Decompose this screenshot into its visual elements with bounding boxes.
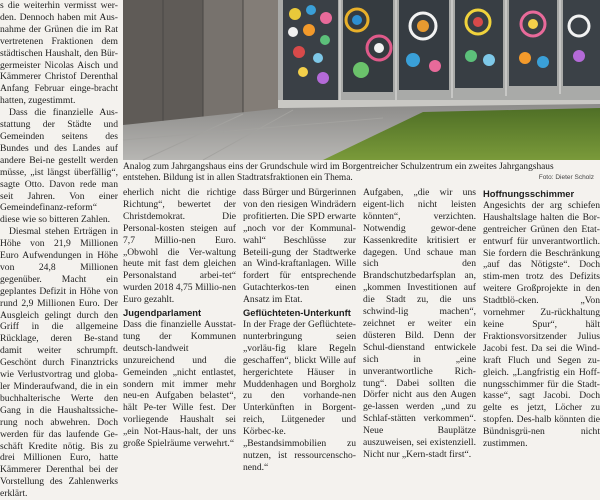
article-column-3 bbox=[243, 187, 356, 473]
subheading-jugendparlament: Jugendparlament bbox=[123, 307, 202, 319]
article-column-1 bbox=[0, 0, 118, 500]
school-building-photo bbox=[123, 0, 600, 160]
paragraph: Diesmal stehen Erträgen in Höhe von 21,9 Millionen Euro Aufwendungen in Höhe von 24,8 Millionen gegenüber. Macht ein geplantes Defizit in Höhe von rund 2,9 Millionen Euro. Der Ausgleich gelingt durch den Griff in die allgemeine Rücklage, deren Be-stand damit weiter schrumpft. Geschönt durch Finanztricks wie Verlustvortrag und globa-ler Minderaufwand, die in ein buchhalterische Werte den Gang in die Haushaltssiche-rung noch abwehren. Doch werden für das laufende Ge-schäft Kredite nötig. Bis zu drei Millionen Euro, hatte Kämmerer Derenthal bei der Vorstellung des Zahlenwerks erklärt. bbox=[0, 226, 118, 500]
paragraph: Aufgaben, „die wir uns eigent-lich nicht leisten könnten“, verzichten. Notwendig gewor-dene Kassenkredite kritisiert er dagegen. Und schaue man sich den Brandschutzbedarfsplan an, „kommen Investitionen auf die Stadt zu, die uns schwind-lig machen“, zeichnet er weiter ein düsteren Bild. Denn der Schul-dienstand entwickele sich in „eine unverantwortliche Rich-tung“. Dabei sollten die Dörfer nicht aus den Augen ge-lassen werden „und zu Schlaf-stätten verkommen“. Neue Bauplätze auszuweisen, sei existenziell. Nicht nur „Kern-stadt first“. bbox=[363, 187, 476, 460]
article-column-4 bbox=[363, 187, 476, 460]
paragraph: Dass die finanzielle Aus-stattung der Städte und Gemeinden seitens des Bundes und des Landes auf andere Bei-ne gestellt werden müsse, „ist längst überfällig“, sagte Otto. Davon rede man seit Jahren. Von einer Gemeindefinanz-reform“ diese wie so bitteren Zahlen. bbox=[0, 107, 118, 226]
paragraph: dass Bürger und Bürgerinnen von den riesigen Windrädern profitierten. Die SPD erwarte „noch vor der Kommunal-wahl“ Beschlüsse zur Beteili-gung der Stadtwerke an Wind-kraftanlagen. Wille fordert für entsprechende Gutachterkos-ten einen Ansatz im Etat. bbox=[243, 187, 356, 306]
photo-credit: Foto: Dieter Scholz bbox=[538, 174, 594, 181]
school-building-illustration bbox=[123, 0, 600, 160]
subheading-hoffnungsschimmer: Hoffnungsschimmer bbox=[483, 188, 575, 199]
paragraph: Dass die finanzielle Ausstat-tung der Kommunen deutsch-landweit unzureichend und die Gemeinden „nicht entlastet, sondern mit immer mehr neu-en Aufgaben belastet“, hält Pe-ter Wille fest. Der vorliegende Haushalt sei „ein Not-Haus-halt, der uns große Spielräume verwehrt.“ bbox=[123, 318, 236, 450]
subheading-gefluechteten-unterkunft: Geflüchteten-Unterkunft bbox=[243, 307, 351, 319]
paragraph: eherlich nicht die richtige Richtung“, bewertet der Christdemokrat. Die Personal-kosten steigen auf 7,7 Millio-nen Euro. „Obwohl die Ver-waltung heute mit fast dem gleichen Personalstand arbei-tet“ wurden 2018 4,75 Millio-nen Euro gezahlt. bbox=[123, 187, 236, 306]
photo-caption: Analog zum Jahrgangshaus eins der Grundschule wird im Borgentreicher Schulzentrum ein zweites Jahrgangshaus entstehen. Bildung ist in allen Stadtratsfraktionen ein Thema. bbox=[123, 162, 554, 184]
paragraph: Angesichts der arg schiefen Haushaltslage halten die Bor-gentreicher Grünen den Etat-entwurf für unverantwortlich. Sie fordern die Beschränkung „auf das Nötigste“. Doch stim-men trotz des Defizits weitere Großprojekte in den Stadtblö-cken. „Von vornehmer Zu-rückhaltung keine Spur“, hält Fraktionsvorsitzender Julius Jacobi fest. Da sei die Wind-kraft Fluch und Segen zu-gleich. „Langfristig ein Hoff-nungsschimmer für die Stadt-kasse“, sagt Jacobi. Doch gelte es jetzt, Löcher zu stopfen. Des-halb könnten die Bündnisgrü-nen nicht zustimmen. bbox=[483, 199, 600, 450]
paragraph: In der Frage der Geflüchtete-nunterbringung seien „vorläu-fig klare Regeln geschaffen“, blickt Wille auf hergerichtete Häuser in Muddenhagen und Borgholz zu den vorhande-nen Unterkünften in Borgent-reich, Lütgeneder und Körbec-ke. „Bestandsimmobilien zu nutzen, ist ressourcenscho-nend.“ bbox=[243, 318, 356, 473]
article-column-5 bbox=[483, 187, 600, 450]
article-column-2 bbox=[123, 187, 236, 450]
paragraph: s die weiterhin vermisst wer-den. Dennoch haben mit Aus-nahme der Grünen die im Rat vertretenen Fraktionen dem städtischen Haushalt, den Bür-germeister Nicolas Aisch und Kämmerer Christof Derenthal Anfang Februar einge-bracht hatten, zugestimmt. bbox=[0, 0, 118, 107]
